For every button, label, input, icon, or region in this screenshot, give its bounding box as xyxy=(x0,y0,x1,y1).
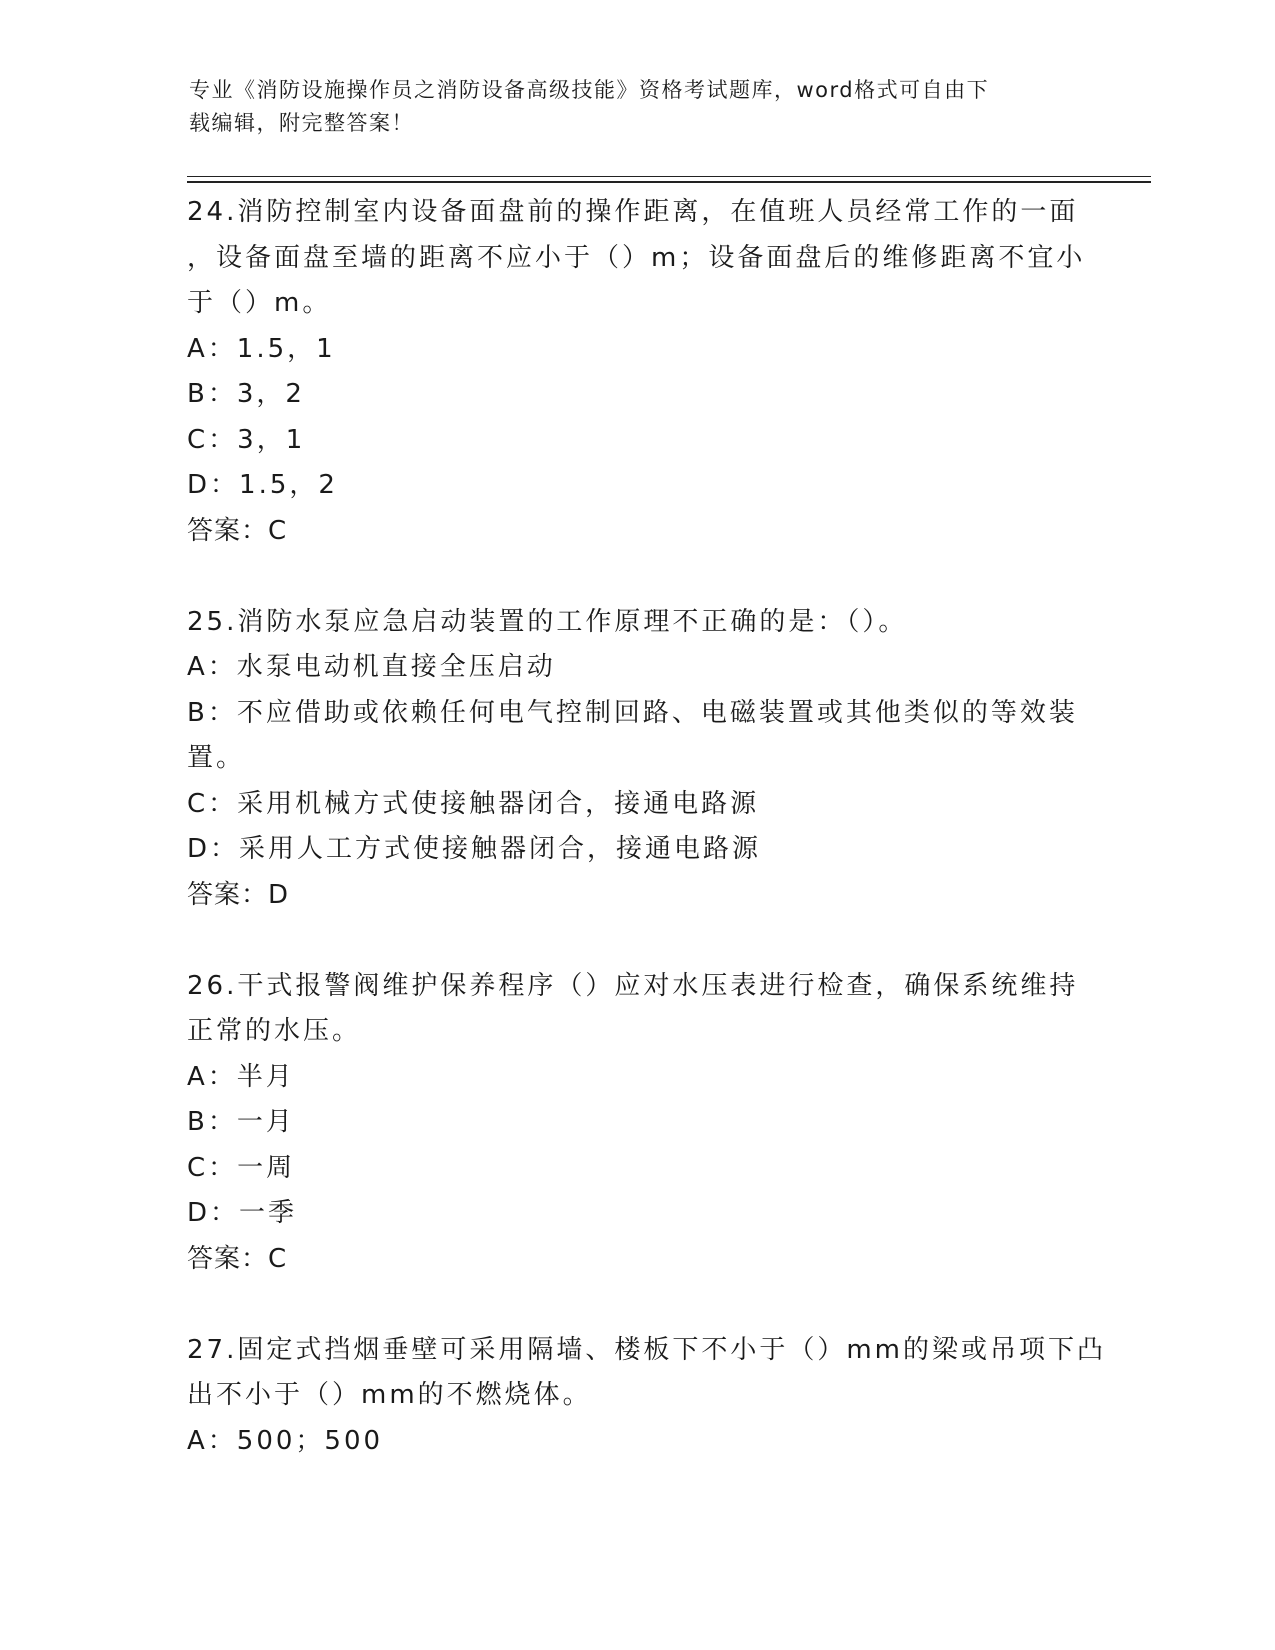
header-divider-thin xyxy=(187,176,1151,177)
question-text-line: 于（）m。 xyxy=(187,288,332,318)
option-c: C：采用机械方式使接触器闭合，接通电路源 xyxy=(187,788,760,819)
answer-line: 答案：D xyxy=(187,879,290,910)
option-a: A：1.5，1 xyxy=(187,333,336,364)
option-b: B：不应借助或依赖任何电气控制回路、电磁装置或其他类似的等效装 xyxy=(187,697,1078,728)
question-text-line: 出不小于（）mm的不燃烧体。 xyxy=(187,1380,592,1410)
question-text-line: 25.消防水泵应急启动装置的工作原理不正确的是：（）。 xyxy=(187,606,908,637)
question-spacer xyxy=(187,554,1087,600)
question-text-line: 26.干式报警阀维护保养程序（）应对水压表进行检查，确保系统维持 xyxy=(187,970,1079,1001)
option-a: A：半月 xyxy=(187,1061,295,1092)
header-line: 载编辑，附完整答案！ xyxy=(189,111,414,135)
option-c: C：3，1 xyxy=(187,424,306,455)
question-spacer xyxy=(187,1282,1087,1328)
answer-line: 答案：C xyxy=(187,515,288,546)
option-d: D：1.5，2 xyxy=(187,470,338,500)
header-line: 专业《消防设施操作员之消防设备高级技能》资格考试题库，word格式可自由下 xyxy=(189,78,990,102)
question-spacer xyxy=(187,918,1087,964)
question-text-line: ，设备面盘至墙的距离不应小于（）m；设备面盘后的维修距离不宜小 xyxy=(187,242,1086,273)
question-text-line: 正常的水压。 xyxy=(187,1016,362,1046)
question-list xyxy=(187,190,1107,1464)
document-header xyxy=(189,74,1069,140)
question-25 xyxy=(187,600,1087,919)
option-b-continued: 置。 xyxy=(187,743,246,773)
option-d: D：一季 xyxy=(187,1198,298,1228)
option-a: A：500；500 xyxy=(187,1425,384,1456)
answer-line: 答案：C xyxy=(187,1243,288,1274)
option-b: B：一月 xyxy=(187,1107,295,1137)
question-27 xyxy=(187,1328,1107,1465)
question-text-line: 27.固定式挡烟垂壁可采用隔墙、楼板下不小于（）mm的梁或吊项下凸 xyxy=(187,1334,1107,1365)
question-26 xyxy=(187,964,1087,1283)
option-a: A：水泵电动机直接全压启动 xyxy=(187,652,556,682)
option-d: D：采用人工方式使接触器闭合，接通电路源 xyxy=(187,834,762,864)
header-divider-thick xyxy=(187,181,1151,183)
question-24 xyxy=(187,190,1087,554)
option-b: B：3，2 xyxy=(187,379,305,409)
option-c: C：一周 xyxy=(187,1152,296,1183)
question-text-line: 24.消防控制室内设备面盘前的操作距离，在值班人员经常工作的一面 xyxy=(187,197,1079,227)
